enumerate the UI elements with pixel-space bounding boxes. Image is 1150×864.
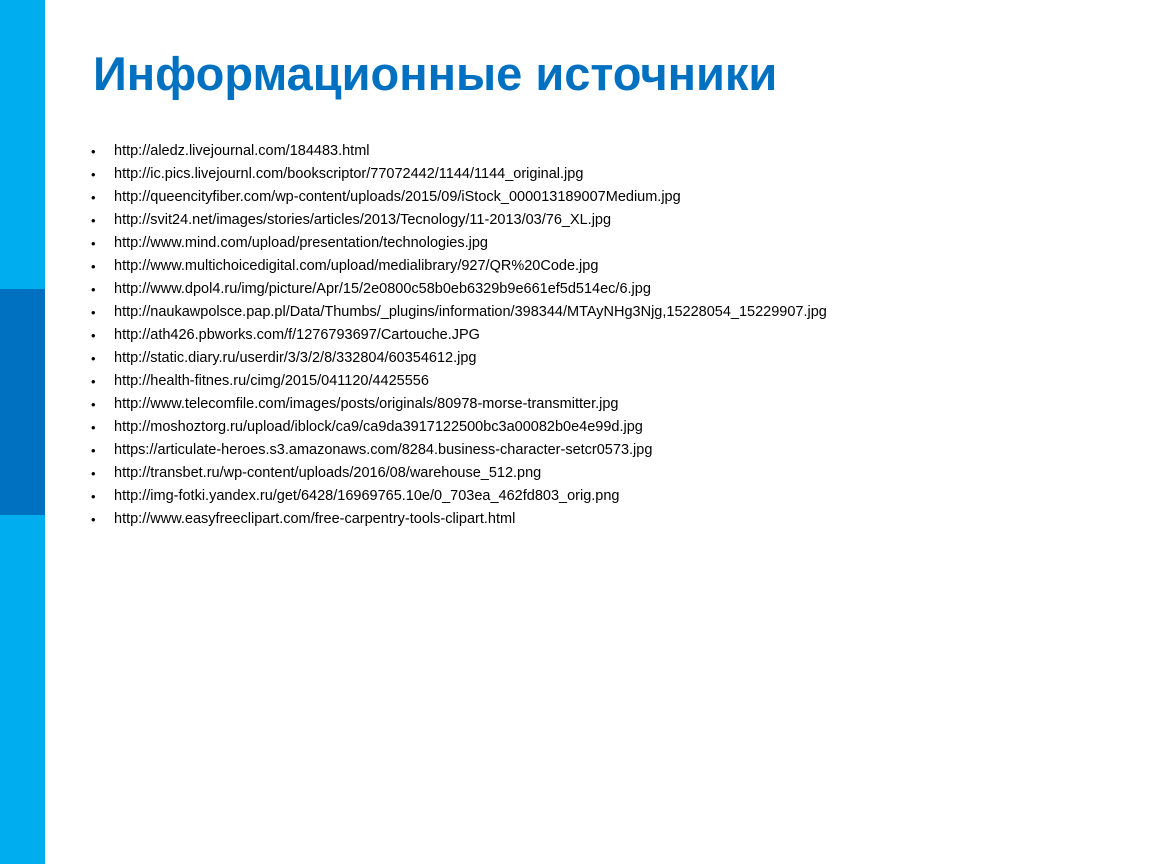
source-url: http://ic.pics.livejournl.com/bookscriptor/77072442/1144/1144_original.jpg bbox=[114, 166, 584, 182]
bullet: • bbox=[91, 489, 96, 504]
source-url: http://www.easyfreeclipart.com/free-carpentry-tools-clipart.html bbox=[114, 511, 516, 527]
bullet: • bbox=[91, 305, 96, 320]
left-accent-bar-dark-segment bbox=[0, 289, 45, 515]
bullet: • bbox=[91, 282, 96, 297]
bullet: • bbox=[91, 512, 96, 527]
bullet: • bbox=[91, 167, 96, 182]
source-url: http://transbet.ru/wp-content/uploads/2016/08/warehouse_512.png bbox=[114, 465, 542, 481]
source-url: http://www.dpol4.ru/img/picture/Apr/15/2e0800c58b0eb6329b9e661ef5d514ec/6.jpg bbox=[114, 281, 651, 297]
bullet: • bbox=[91, 328, 96, 343]
source-url: http://health-fitnes.ru/cimg/2015/041120/4425556 bbox=[114, 373, 429, 389]
bullet: • bbox=[91, 420, 96, 435]
source-url: http://naukawpolsce.pap.pl/Data/Thumbs/_plugins/information/398344/MTAyNHg3Njg,15228054_15229907.jpg bbox=[114, 304, 827, 320]
source-url: http://img-fotki.yandex.ru/get/6428/16969765.10e/0_703ea_462fd803_orig.png bbox=[114, 488, 620, 504]
bullet: • bbox=[91, 466, 96, 481]
slide-title: Информационные источники bbox=[93, 47, 778, 100]
source-url: http://www.mind.com/upload/presentation/technologies.jpg bbox=[114, 235, 488, 251]
bullet: • bbox=[91, 397, 96, 412]
bullet: • bbox=[91, 259, 96, 274]
source-url: http://ath426.pbworks.com/f/1276793697/Cartouche.JPG bbox=[114, 327, 480, 343]
bullet: • bbox=[91, 190, 96, 205]
source-url: http://static.diary.ru/userdir/3/3/2/8/332804/60354612.jpg bbox=[114, 350, 477, 366]
source-url: http://www.multichoicedigital.com/upload/medialibrary/927/QR%20Code.jpg bbox=[114, 258, 599, 274]
source-url: https://articulate-heroes.s3.amazonaws.com/8284.business-character-setcr0573.jpg bbox=[114, 442, 653, 458]
bullet: • bbox=[91, 351, 96, 366]
bullet: • bbox=[91, 236, 96, 251]
bullet: • bbox=[91, 374, 96, 389]
source-url: http://aledz.livejournal.com/184483.html bbox=[114, 143, 370, 159]
bullet: • bbox=[91, 213, 96, 228]
source-url: http://moshoztorg.ru/upload/iblock/ca9/ca9da3917122500bc3a00082b0e4e99d.jpg bbox=[114, 419, 643, 435]
bullet: • bbox=[91, 443, 96, 458]
bullet: • bbox=[91, 144, 96, 159]
source-url: http://svit24.net/images/stories/articles/2013/Tecnology/11-2013/03/76_XL.jpg bbox=[114, 212, 612, 228]
source-url: http://www.telecomfile.com/images/posts/originals/80978-morse-transmitter.jpg bbox=[114, 396, 619, 412]
source-url: http://queencityfiber.com/wp-content/uploads/2015/09/iStock_000013189007Medium.jpg bbox=[114, 189, 681, 205]
